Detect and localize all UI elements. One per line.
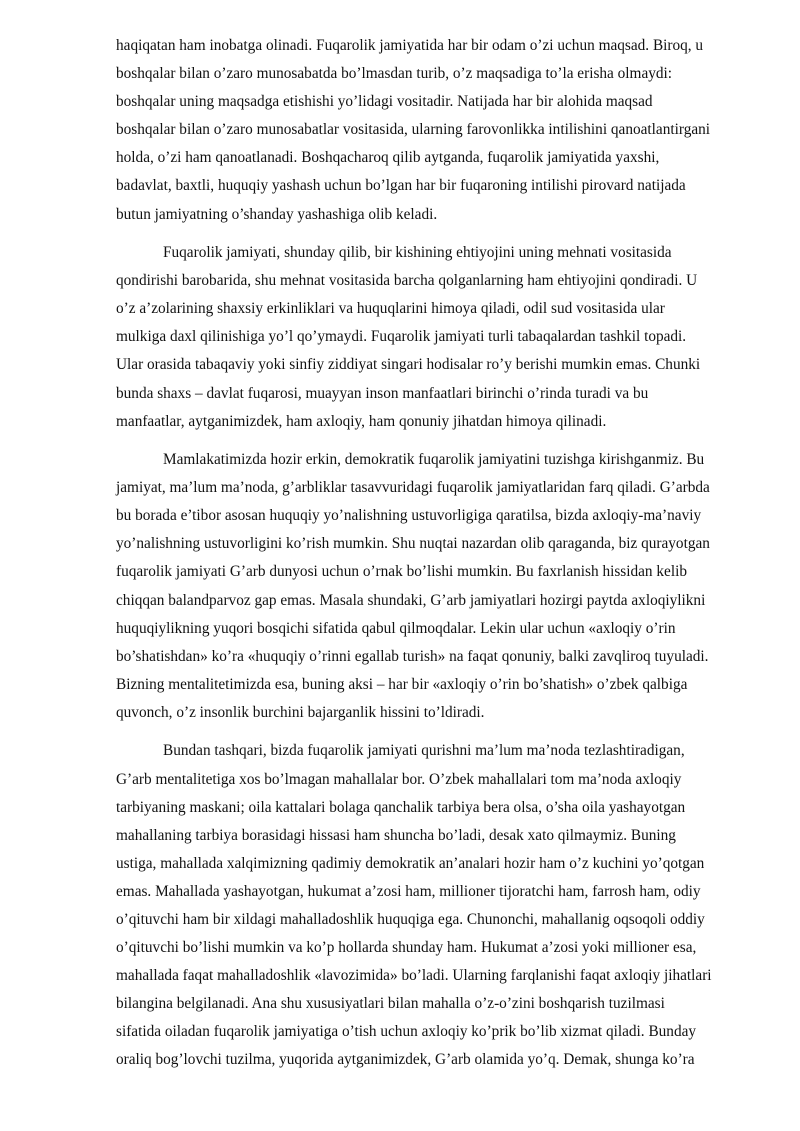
text-line: jamiyat, ma’lum ma’noda, g’arbliklar tasavvuridagi fuqarolik jamiyatlaridan farq qiladi. G’arbda bbox=[116, 479, 710, 497]
paragraph-4 bbox=[116, 737, 728, 1074]
text-line: G’arb mentalitetiga xos bo’lmagan mahallalar bor. O’zbek mahallalari tom ma’noda axloqiy bbox=[116, 770, 682, 788]
text-line: Fuqarolik jamiyati, shunday qilib, bir kishining ehtiyojini uning mehnati vositasida bbox=[163, 244, 672, 262]
text-line: Bizning mentalitetimizda esa, buning aksi – har bir «axloqiy o’rin bo’shatish» o’zbek qalbiga bbox=[116, 675, 688, 693]
text-line: mulkiga daxl qilinishiga yo’l qo’ymaydi. Fuqarolik jamiyati turli tabaqalardan tashkil topadi. bbox=[116, 328, 687, 346]
text-line: fuqarolik jamiyati G’arb dunyosi uchun o’rnak bo’lishi mumkin. Bu faxrlanish hissidan kelib bbox=[116, 563, 687, 581]
text-line: holda, o’zi ham qanoatlanadi. Boshqacharoq qilib aytganda, fuqarolik jamiyatida yaxshi, bbox=[116, 149, 660, 167]
text-line: Ular orasida tabaqaviy yoki sinfiy ziddiyat singari hodisalar ro’y berishi mumkin emas. Chunki bbox=[116, 356, 701, 374]
text-line: mahallaning tarbiya borasidagi hissasi ham shuncha bo’ladi, desak xato qilmaymiz. Buning bbox=[116, 826, 676, 844]
text-line: huquqiylikning yuqori bosqichi sifatida qabul qilmoqdalar. Lekin ular uchun «axloqiy o’rin bbox=[116, 619, 676, 637]
text-line: Bundan tashqari, bizda fuqarolik jamiyati qurishni ma’lum ma’noda tezlashtiradigan, bbox=[163, 742, 685, 760]
text-line: o’qituvchi bo’lishi mumkin va ko’p hollarda shunday ham. Hukumat a’zosi yoki millioner esa, bbox=[116, 939, 697, 957]
paragraph-1 bbox=[116, 32, 728, 229]
text-line: boshqalar uning maqsadga etishishi yo’lidagi vositadir. Natijada har bir alohida maqsad bbox=[116, 93, 653, 111]
paragraph-3 bbox=[116, 446, 728, 727]
text-line: yo’nalishning ustuvorligini ko’rish mumkin. Shu nuqtai nazardan olib qaraganda, biz qurayotgan bbox=[116, 535, 710, 553]
text-line: bu borada e’tibor asosan huquqiy yo’nalishning ustuvorligiga qaratilsa, bizda axloqiy-ma’naviy bbox=[116, 507, 702, 525]
text-line: Mamlakatimizda hozir erkin, demokratik fuqarolik jamiyatini tuzishga kirishganmiz. Bu bbox=[163, 451, 705, 469]
text-line: emas. Mahallada yashayotgan, hukumat a’zosi ham, millioner tijoratchi ham, farrosh ham, odiy bbox=[116, 882, 701, 900]
text-line: boshqalar bilan o’zaro munosabatda bo’lmasdan turib, o’z maqsadiga to’la erisha olmaydi: bbox=[116, 65, 673, 83]
text-line: manfaatlar, aytganimizdek, ham axloqiy, ham qonuniy jihatdan himoya qilinadi. bbox=[116, 412, 607, 430]
text-line: quvonch, o’z insonlik burchini bajarganlik hissini to’ldiradi. bbox=[116, 703, 485, 721]
text-line: oraliq bog’lovchi tuzilma, yuqorida aytganimizdek, G’arb olamida yo’q. Demak, shunga ko’ra bbox=[116, 1051, 695, 1069]
document-body bbox=[116, 32, 728, 1075]
text-line: o’z a’zolarining shaxsiy erkinliklari va huquqlarini himoya qiladi, odil sud vositasida ular bbox=[116, 300, 665, 318]
text-line: butun jamiyatning o’shanday yashashiga olib keladi. bbox=[116, 205, 438, 223]
text-line: bo’shatishdan» ko’ra «huquqiy o’rinni egallab turish» na faqat qonuniy, balki zavqliroq tuyuladi. bbox=[116, 647, 709, 665]
text-line: mahallada faqat mahalladoshlik «lavozimida» bo’ladi. Ularning farqlanishi faqat axloqiy jihatlari bbox=[116, 967, 712, 985]
text-line: bilangina belgilanadi. Ana shu xususiyatlari bilan mahalla o’z-o’zini boshqarish tuzilmasi bbox=[116, 995, 665, 1013]
text-line: sifatida oiladan fuqarolik jamiyatiga o’tish uchun axloqiy ko’prik bo’lib xizmat qiladi. Bunday bbox=[116, 1023, 697, 1041]
text-line: badavlat, baxtli, huquqiy yashash uchun bo’lgan har bir fuqaroning intilishi pirovard natijada bbox=[116, 177, 686, 195]
text-line: haqiqatan ham inobatga olinadi. Fuqarolik jamiyatida har bir odam o’zi uchun maqsad. Biroq, u bbox=[116, 37, 704, 54]
text-line: ustiga, mahallada xalqimizning qadimiy demokratik an’analari hozir ham o’z kuchini yo’qotgan bbox=[116, 854, 705, 872]
paragraph-2 bbox=[116, 239, 728, 436]
text-line: o’qituvchi ham bir xildagi mahalladoshlik huquqiga ega. Chunonchi, mahallanig oqsoqoli oddiy bbox=[116, 910, 705, 928]
text-line: qondirishi barobarida, shu mehnat vositasida barcha qolganlarning ham ehtiyojini qondiradi. U bbox=[116, 272, 698, 290]
text-line: chiqqan balandparvoz gap emas. Masala shundaki, G’arb jamiyatlari hozirgi paytda axloqiylikni bbox=[116, 591, 706, 609]
text-line: bunda shaxs – davlat fuqarosi, muayyan inson manfaatlari birinchi o’rinda turadi va bu bbox=[116, 384, 649, 402]
text-line: boshqalar bilan o’zaro munosabatlar vositasida, ularning farovonlikka intilishini qanoatlantirgani bbox=[116, 121, 711, 139]
text-line: tarbiyaning maskani; oila kattalari bolaga qanchalik tarbiya bera olsa, o’sha oila yashayotgan bbox=[116, 798, 686, 816]
